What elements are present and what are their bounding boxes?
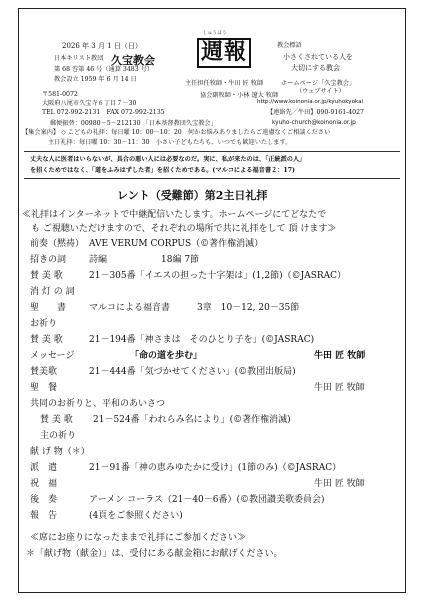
item-content: 21－444番「気づかせてください」(©教団出版局) xyxy=(89,367,296,377)
footer-note-2: ＊「献げ物（献金）」は、受付にある献金箱にお献げください。 xyxy=(26,549,283,559)
preacher-name: 牛田 匠 牧師 xyxy=(314,351,366,361)
item-label: 消 灯 の 詞 xyxy=(30,287,75,297)
item-content: 21－194番「神さまは そのひとり子を」(©JASRAC) xyxy=(89,335,315,345)
blessing-pastor: 牛田 匠 牧師 xyxy=(314,479,365,489)
gathering-info-2: 主日礼拝：毎日曜 10：30－11：30 小さい子どもたちも、いつでも歓迎いたします。 xyxy=(48,139,292,146)
motto-line2: 大切にする教会 xyxy=(291,64,340,72)
item-content: マルコによる福音書 3章 10－12, 20－35節 xyxy=(89,303,300,313)
item-label: お祈り xyxy=(30,319,58,329)
item-label: 賛 美 歌 xyxy=(30,335,63,345)
item-label: 献 げ 物（＊） xyxy=(30,447,90,457)
item-label: 前奏（黙祷） xyxy=(30,239,85,249)
item-content: 21－524番「われらみ名により」(©著作権消滅) xyxy=(93,415,291,425)
item-label: 後 奏 xyxy=(30,495,58,505)
item-label: 報 告 xyxy=(30,511,58,521)
divider xyxy=(24,178,400,179)
church-name: 久宝教会 xyxy=(111,54,155,67)
intro-line1: ≪礼拝はインターネットで中継配信いたします。ホームページにてどなたで xyxy=(22,210,327,220)
contact-email[interactable]: kyuho-church@koinonia.or.jp xyxy=(272,120,356,126)
item-label: 祝 福 xyxy=(30,479,58,489)
item-label: 聖 書 xyxy=(30,303,67,313)
item-label: 派 遣 xyxy=(30,463,58,473)
website-label: ホームページ「久宝教会」 xyxy=(281,80,356,87)
motto-title: 教会標語 xyxy=(277,42,302,49)
item-content: (4頁をご参照ください) xyxy=(89,511,183,521)
contact-phone: 【連絡先／牛田】090-9161-4027 xyxy=(267,109,364,116)
item-label: 賛 美 歌 xyxy=(30,271,63,281)
tel-fax: TEL 072-992-2131 FAX 072-992-2135 xyxy=(42,109,165,116)
item-content: 21－91番「神の恵みゆたかに受け」(1節のみ)（©JASRAC） xyxy=(89,463,342,473)
pastor: 主任担任牧師・牛田 匠 牧師 xyxy=(185,80,264,87)
message-title: 「命の道を歩む」 xyxy=(130,351,203,361)
item-label: 招きの詞 xyxy=(30,255,67,265)
intro-line2: も ご視聴いただけますので、それぞれの場所で共に礼拝をして 頂 けます≫ xyxy=(22,224,337,234)
junior-pastor: 協会副牧師・小林 遼大 牧師 xyxy=(200,92,279,99)
item-content: 詩編 18編 7節 xyxy=(89,255,200,265)
verse-line2: を招くためではなく、「道をふみはずした者」を招くためである。(マルコによる福音書２：17) xyxy=(30,167,295,174)
service-title: レント（受難節）第2主日礼拝 xyxy=(117,189,268,202)
website-sub: （ウェブサイト） xyxy=(296,88,345,95)
verse-line1: 丈夫な人に医者はいらないが、具合の悪い人には必要なのだ。実に、私が来たのは、「正統派の人」 xyxy=(30,156,306,163)
item-content: アーメン コーラス（21－40－6番）(©教団讃美歌委員会) xyxy=(89,495,325,505)
founded-date: 教会設立 1959 年 6 月 14 日 xyxy=(54,76,137,83)
issue-date: 2026 年 3 月 1 日（日） xyxy=(62,42,142,50)
divider xyxy=(24,151,400,152)
item-label: 共同のお祈りと、平和のあいさつ xyxy=(30,399,166,409)
item-content: AVE VERUM CORPUS（©著作権消滅） xyxy=(89,239,264,249)
issue-number: 第 68 巻第 46 号（通算 3483 号） xyxy=(54,66,153,73)
item-label: メッセージ xyxy=(30,351,75,361)
shuuhou-logo: 週報 xyxy=(197,38,251,68)
website-url[interactable]: http://www.koinonia.or.jp/kyuhokyokai xyxy=(257,99,364,105)
footer-note-1: ≪席にお座りになったままで礼拝にご参加ください≫ xyxy=(30,533,247,543)
denomination: 日本キリスト教団 xyxy=(54,55,104,62)
logo-reading: しゅうほう xyxy=(203,31,227,36)
item-label: 主の祈り xyxy=(40,431,77,441)
address: 大阪府八尾市久宝寺６丁目７－30 xyxy=(42,100,137,107)
motto-line1: 小さくされている人を xyxy=(283,53,353,61)
item-content: 21－305番「イエスの担った十字架は」(1,2節)（©JASRAC） xyxy=(89,271,347,281)
item-label: 聖 餐 xyxy=(30,383,58,393)
postal-code: 〒581-0072 xyxy=(42,91,78,98)
gathering-info-1: 【集会案内】 ◇ こどもの礼拝：毎日曜 10：00－10：20 何かお悩みありましたらご遠慮なくご相談ください xyxy=(22,129,331,136)
item-label: 賛美歌 xyxy=(30,367,58,377)
bank-account: 郵便振替：00980－5－212130 「日本基督教団久宝教会」 xyxy=(50,120,217,127)
item-label: 賛 美 歌 xyxy=(40,415,73,425)
communion-pastor: 牛田 匠 牧師 xyxy=(314,383,365,393)
